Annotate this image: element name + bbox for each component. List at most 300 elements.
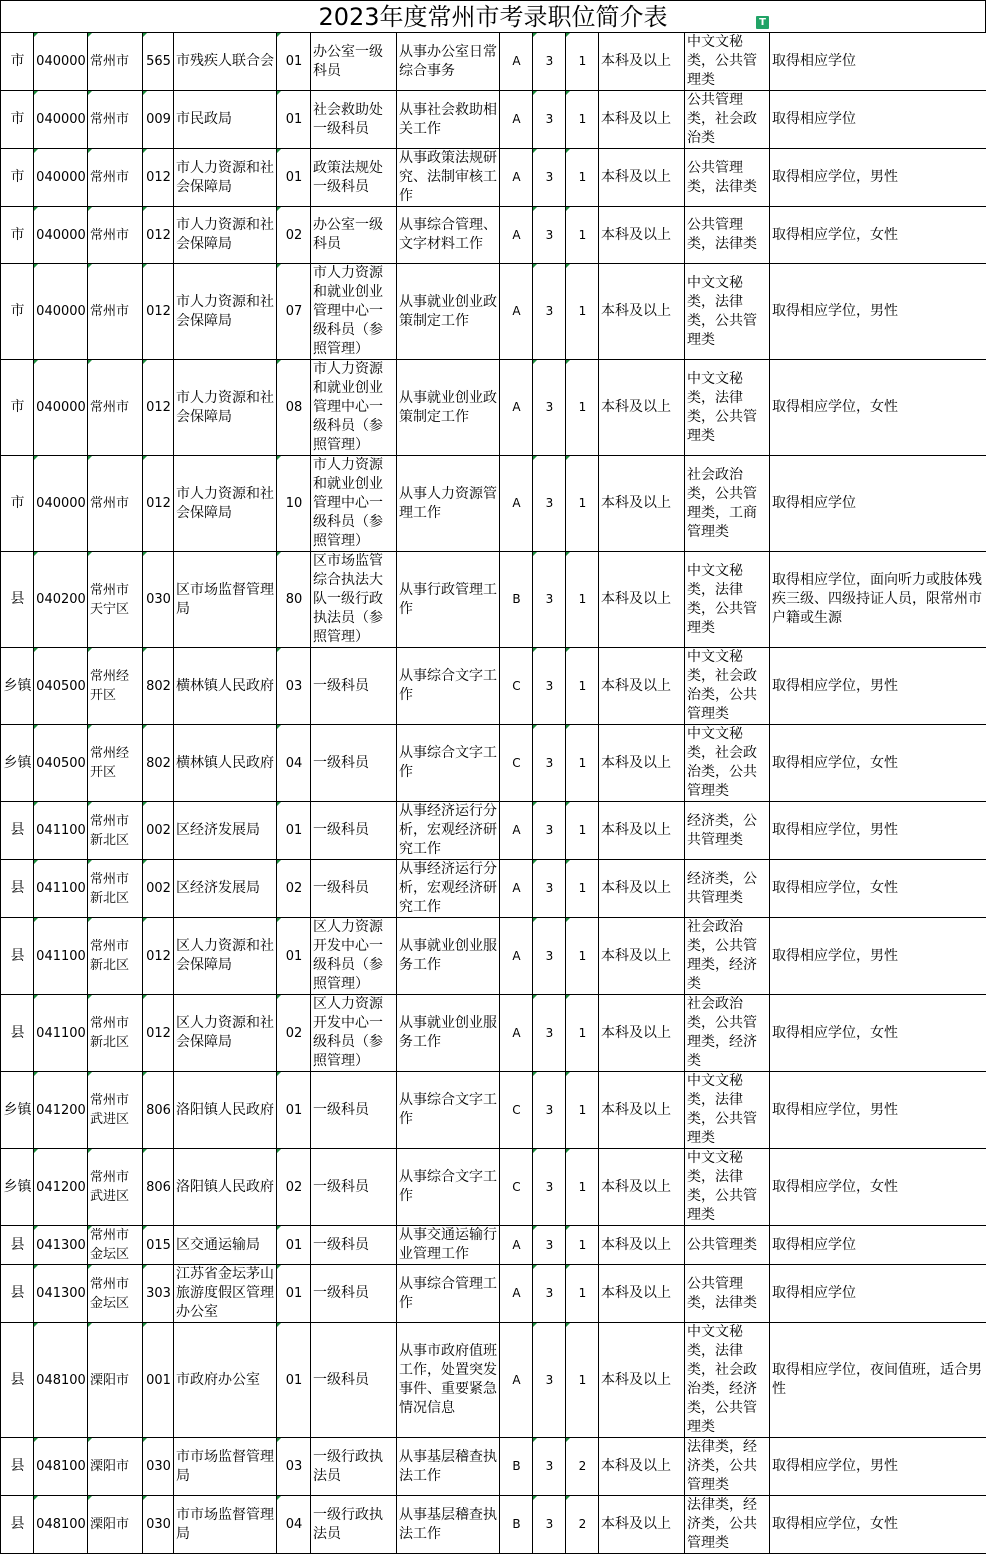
cell-dept[interactable]: 市市场监督管理局 <box>174 1496 277 1554</box>
cell-code[interactable]: 040000 <box>34 264 88 360</box>
cell-cat[interactable]: C <box>500 1149 533 1226</box>
cell-ratio[interactable]: 3 <box>533 360 566 456</box>
cell-duty[interactable]: 从事经济运行分析，宏观经济研究工作 <box>397 802 500 860</box>
cell-duty[interactable]: 从事办公室日常综合事务 <box>397 33 500 91</box>
cell-pos-code[interactable]: 02 <box>277 207 311 264</box>
cell-major[interactable]: 中文文秘类，法律类，公共管理类 <box>685 1149 770 1226</box>
cell-edu[interactable]: 本科及以上 <box>599 149 685 207</box>
cell-major[interactable]: 社会政治类，公共管理类，经济类 <box>685 918 770 995</box>
cell-major[interactable]: 中文文秘类，社会政治类，公共管理类 <box>685 725 770 802</box>
cell-duty[interactable]: 从事综合文字工作 <box>397 648 500 725</box>
cell-level[interactable]: 县 <box>1 860 34 918</box>
cell-edu[interactable]: 本科及以上 <box>599 91 685 149</box>
cell-num[interactable]: 1 <box>566 1072 599 1149</box>
cell-other[interactable]: 取得相应学位 <box>770 1265 986 1323</box>
cell-edu[interactable]: 本科及以上 <box>599 860 685 918</box>
cell-pos[interactable]: 社会救助处一级科员 <box>311 91 397 149</box>
cell-area[interactable]: 常州市武进区 <box>88 1072 143 1149</box>
cell-ratio[interactable]: 3 <box>533 1323 566 1438</box>
cell-duty[interactable]: 从事综合文字工作 <box>397 1149 500 1226</box>
table-row <box>1 1438 986 1496</box>
cell-code[interactable]: 040000 <box>34 207 88 264</box>
cell-num[interactable]: 1 <box>566 995 599 1072</box>
cell-num[interactable]: 1 <box>566 802 599 860</box>
cell-pos[interactable]: 市人力资源和就业创业管理中心一级科员（参照管理） <box>311 264 397 360</box>
cell-dept[interactable]: 区人力资源和社会保障局 <box>174 995 277 1072</box>
cell-major[interactable]: 中文文秘类，公共管理类 <box>685 33 770 91</box>
cell-pos[interactable]: 一级科员 <box>311 1265 397 1323</box>
cell-ratio[interactable]: 3 <box>533 149 566 207</box>
cell-dept-code[interactable]: 802 <box>143 725 174 802</box>
cell-cat[interactable]: C <box>500 725 533 802</box>
cell-dept-code[interactable]: 030 <box>143 552 174 648</box>
cell-pos-code[interactable]: 03 <box>277 1438 311 1496</box>
cell-other[interactable]: 取得相应学位，男性 <box>770 648 986 725</box>
cell-level[interactable]: 县 <box>1 918 34 995</box>
cell-dept[interactable]: 横林镇人民政府 <box>174 648 277 725</box>
cell-duty[interactable]: 从事基层稽查执法工作 <box>397 1496 500 1554</box>
cell-major[interactable]: 中文文秘类，法律类，公共管理类 <box>685 360 770 456</box>
cell-other[interactable]: 取得相应学位 <box>770 91 986 149</box>
cell-dept[interactable]: 市人力资源和社会保障局 <box>174 264 277 360</box>
cell-cat[interactable]: A <box>500 207 533 264</box>
cell-area[interactable]: 常州市新北区 <box>88 860 143 918</box>
cell-dept-code[interactable]: 565 <box>143 33 174 91</box>
cell-pos-code[interactable]: 80 <box>277 552 311 648</box>
cell-area[interactable]: 常州市 <box>88 207 143 264</box>
cell-code[interactable]: 048100 <box>34 1496 88 1554</box>
cell-edu[interactable]: 本科及以上 <box>599 552 685 648</box>
cell-duty[interactable]: 从事就业创业政策制定工作 <box>397 360 500 456</box>
cell-cat[interactable]: A <box>500 918 533 995</box>
cell-code[interactable]: 040000 <box>34 456 88 552</box>
cell-dept-code[interactable]: 012 <box>143 995 174 1072</box>
cell-area[interactable]: 溧阳市 <box>88 1323 143 1438</box>
cell-code[interactable]: 041100 <box>34 918 88 995</box>
cell-dept-code[interactable]: 001 <box>143 1323 174 1438</box>
cell-duty[interactable]: 从事市政府值班工作，处置突发事件、重要紧急情况信息 <box>397 1323 500 1438</box>
cell-dept[interactable]: 市政府办公室 <box>174 1323 277 1438</box>
cell-ratio[interactable]: 3 <box>533 1265 566 1323</box>
cell-other[interactable]: 取得相应学位 <box>770 33 986 91</box>
cell-level[interactable]: 市 <box>1 207 34 264</box>
cell-area[interactable]: 常州市 <box>88 456 143 552</box>
cell-level[interactable]: 市 <box>1 33 34 91</box>
cell-edu[interactable]: 本科及以上 <box>599 1072 685 1149</box>
cell-ratio[interactable]: 3 <box>533 860 566 918</box>
cell-cat[interactable]: A <box>500 1265 533 1323</box>
cell-level[interactable]: 县 <box>1 1323 34 1438</box>
cell-dept-code[interactable]: 012 <box>143 918 174 995</box>
cell-ratio[interactable]: 3 <box>533 552 566 648</box>
cell-cat[interactable]: A <box>500 1323 533 1438</box>
cell-major[interactable]: 中文文秘类，法律类，公共管理类 <box>685 264 770 360</box>
cell-area[interactable]: 常州市 <box>88 33 143 91</box>
cell-edu[interactable]: 本科及以上 <box>599 33 685 91</box>
cell-num[interactable]: 1 <box>566 725 599 802</box>
cell-pos-code[interactable]: 01 <box>277 1265 311 1323</box>
table-row <box>1 1226 986 1265</box>
cell-pos-code[interactable]: 04 <box>277 1496 311 1554</box>
cell-dept[interactable]: 市民政局 <box>174 91 277 149</box>
cell-major[interactable]: 社会政治类，公共管理类，工商管理类 <box>685 456 770 552</box>
cell-dept-code[interactable]: 030 <box>143 1496 174 1554</box>
cell-code[interactable]: 040500 <box>34 725 88 802</box>
cell-dept[interactable]: 市残疾人联合会 <box>174 33 277 91</box>
cell-duty[interactable]: 从事交通运输行业管理工作 <box>397 1226 500 1265</box>
cell-dept-code[interactable]: 002 <box>143 802 174 860</box>
cell-edu[interactable]: 本科及以上 <box>599 995 685 1072</box>
cell-duty[interactable]: 从事就业创业服务工作 <box>397 995 500 1072</box>
cell-pos-code[interactable]: 02 <box>277 995 311 1072</box>
cell-level[interactable]: 乡镇 <box>1 1072 34 1149</box>
cell-level[interactable]: 县 <box>1 1496 34 1554</box>
cell-other[interactable]: 取得相应学位，女性 <box>770 725 986 802</box>
cell-dept[interactable]: 市市场监督管理局 <box>174 1438 277 1496</box>
cell-area[interactable]: 溧阳市 <box>88 1438 143 1496</box>
cell-dept-code[interactable]: 806 <box>143 1149 174 1226</box>
cell-level[interactable]: 市 <box>1 456 34 552</box>
cell-ratio[interactable]: 3 <box>533 918 566 995</box>
cell-ratio[interactable]: 3 <box>533 1149 566 1226</box>
cell-num[interactable]: 2 <box>566 1438 599 1496</box>
cell-edu[interactable]: 本科及以上 <box>599 264 685 360</box>
cell-major[interactable]: 中文文秘类，社会政治类，公共管理类 <box>685 648 770 725</box>
cell-pos-code[interactable]: 02 <box>277 1149 311 1226</box>
cell-cat[interactable]: C <box>500 1072 533 1149</box>
cell-dept-code[interactable]: 012 <box>143 264 174 360</box>
cell-code[interactable]: 040000 <box>34 33 88 91</box>
cell-duty[interactable]: 从事行政管理工作 <box>397 552 500 648</box>
cell-dept-code[interactable]: 806 <box>143 1072 174 1149</box>
cell-other[interactable]: 取得相应学位，男性 <box>770 1072 986 1149</box>
cell-other[interactable]: 取得相应学位，夜间值班，适合男性 <box>770 1323 986 1438</box>
cell-cat[interactable]: A <box>500 802 533 860</box>
table-row <box>1 91 986 149</box>
table-row <box>1 860 986 918</box>
cell-other[interactable]: 取得相应学位，男性 <box>770 802 986 860</box>
cell-pos[interactable]: 一级科员 <box>311 648 397 725</box>
cell-ratio[interactable]: 3 <box>533 1226 566 1265</box>
cell-level[interactable]: 乡镇 <box>1 1149 34 1226</box>
cell-duty[interactable]: 从事经济运行分析，宏观经济研究工作 <box>397 860 500 918</box>
cell-code[interactable]: 048100 <box>34 1438 88 1496</box>
cell-pos[interactable]: 一级科员 <box>311 860 397 918</box>
cell-cat[interactable]: A <box>500 33 533 91</box>
cell-level[interactable]: 县 <box>1 802 34 860</box>
cell-edu[interactable]: 本科及以上 <box>599 1226 685 1265</box>
cell-code[interactable]: 048100 <box>34 1323 88 1438</box>
cell-edu[interactable]: 本科及以上 <box>599 456 685 552</box>
cell-cat[interactable]: C <box>500 648 533 725</box>
cell-duty[interactable]: 从事综合管理工作 <box>397 1265 500 1323</box>
cell-pos-code[interactable]: 02 <box>277 860 311 918</box>
cell-code[interactable]: 041100 <box>34 860 88 918</box>
cell-level[interactable]: 乡镇 <box>1 648 34 725</box>
cell-pos[interactable]: 区市场监管综合执法大队一级行政执法员（参照管理） <box>311 552 397 648</box>
cell-other[interactable]: 取得相应学位 <box>770 456 986 552</box>
cell-dept[interactable]: 横林镇人民政府 <box>174 725 277 802</box>
cell-pos-code[interactable]: 01 <box>277 149 311 207</box>
cell-code[interactable]: 041200 <box>34 1149 88 1226</box>
cell-dept[interactable]: 市人力资源和社会保障局 <box>174 207 277 264</box>
cell-pos-code[interactable]: 01 <box>277 91 311 149</box>
cell-pos-code[interactable]: 10 <box>277 456 311 552</box>
cell-major[interactable]: 公共管理类，法律类 <box>685 207 770 264</box>
cell-pos[interactable]: 一级科员 <box>311 802 397 860</box>
cell-edu[interactable]: 本科及以上 <box>599 1496 685 1554</box>
cell-dept[interactable]: 市人力资源和社会保障局 <box>174 360 277 456</box>
cell-pos-code[interactable]: 07 <box>277 264 311 360</box>
cell-pos-code[interactable]: 08 <box>277 360 311 456</box>
cell-pos[interactable]: 政策法规处一级科员 <box>311 149 397 207</box>
cell-cat[interactable]: A <box>500 456 533 552</box>
cell-edu[interactable]: 本科及以上 <box>599 1265 685 1323</box>
cell-area[interactable]: 常州市天宁区 <box>88 552 143 648</box>
cell-duty[interactable]: 从事就业创业服务工作 <box>397 918 500 995</box>
cell-area[interactable]: 常州市 <box>88 149 143 207</box>
cell-num[interactable]: 1 <box>566 264 599 360</box>
cell-pos[interactable]: 一级行政执法员 <box>311 1496 397 1554</box>
cell-code[interactable]: 041200 <box>34 1072 88 1149</box>
cell-other[interactable]: 取得相应学位，女性 <box>770 1149 986 1226</box>
cell-major[interactable]: 法律类，经济类，公共管理类 <box>685 1496 770 1554</box>
cell-edu[interactable]: 本科及以上 <box>599 1149 685 1226</box>
cell-major[interactable]: 中文文秘类，法律类，社会政治类，经济类，公共管理类 <box>685 1323 770 1438</box>
cell-pos-code[interactable]: 03 <box>277 648 311 725</box>
cell-ratio[interactable]: 3 <box>533 456 566 552</box>
cell-level[interactable]: 县 <box>1 552 34 648</box>
cell-num[interactable]: 1 <box>566 1149 599 1226</box>
cell-cat[interactable]: A <box>500 149 533 207</box>
cell-other[interactable]: 取得相应学位，男性 <box>770 264 986 360</box>
cell-area[interactable]: 常州市 <box>88 91 143 149</box>
cell-edu[interactable]: 本科及以上 <box>599 207 685 264</box>
cell-major[interactable]: 中文文秘类，法律类，公共管理类 <box>685 552 770 648</box>
cell-area[interactable]: 常州市 <box>88 264 143 360</box>
cell-level[interactable]: 县 <box>1 1226 34 1265</box>
cell-ratio[interactable]: 3 <box>533 725 566 802</box>
cell-edu[interactable]: 本科及以上 <box>599 648 685 725</box>
cell-code[interactable]: 041300 <box>34 1265 88 1323</box>
cell-cat[interactable]: B <box>500 1438 533 1496</box>
cell-level[interactable]: 市 <box>1 91 34 149</box>
cell-pos[interactable]: 办公室一级科员 <box>311 207 397 264</box>
cell-pos-code[interactable]: 01 <box>277 33 311 91</box>
cell-code[interactable]: 040000 <box>34 91 88 149</box>
cell-level[interactable]: 县 <box>1 1438 34 1496</box>
cell-major[interactable]: 经济类，公共管理类 <box>685 802 770 860</box>
cell-other[interactable]: 取得相应学位，女性 <box>770 360 986 456</box>
cell-dept-code[interactable]: 012 <box>143 207 174 264</box>
cell-dept-code[interactable]: 012 <box>143 149 174 207</box>
cell-edu[interactable]: 本科及以上 <box>599 725 685 802</box>
cell-major[interactable]: 公共管理类，社会政治类 <box>685 91 770 149</box>
cell-code[interactable]: 040000 <box>34 360 88 456</box>
cell-ratio[interactable]: 3 <box>533 1496 566 1554</box>
cell-edu[interactable]: 本科及以上 <box>599 802 685 860</box>
cell-duty[interactable]: 从事基层稽查执法工作 <box>397 1438 500 1496</box>
cell-code[interactable]: 041300 <box>34 1226 88 1265</box>
cell-ratio[interactable]: 3 <box>533 995 566 1072</box>
cell-num[interactable]: 2 <box>566 1496 599 1554</box>
cell-code[interactable]: 040500 <box>34 648 88 725</box>
cell-major[interactable]: 经济类，公共管理类 <box>685 860 770 918</box>
cell-duty[interactable]: 从事政策法规研究、法制审核工作 <box>397 149 500 207</box>
cell-other[interactable]: 取得相应学位，面向听力或肢体残疾三级、四级持证人员，限常州市户籍或生源 <box>770 552 986 648</box>
cell-code[interactable]: 040200 <box>34 552 88 648</box>
cell-area[interactable]: 常州市 <box>88 360 143 456</box>
cell-pos[interactable]: 一级科员 <box>311 1149 397 1226</box>
cell-other[interactable]: 取得相应学位 <box>770 1226 986 1265</box>
cell-other[interactable]: 取得相应学位，男性 <box>770 1438 986 1496</box>
cell-pos[interactable]: 一级科员 <box>311 725 397 802</box>
cell-ratio[interactable]: 3 <box>533 264 566 360</box>
cell-dept[interactable]: 洛阳镇人民政府 <box>174 1072 277 1149</box>
cell-pos[interactable]: 办公室一级科员 <box>311 33 397 91</box>
cell-edu[interactable]: 本科及以上 <box>599 918 685 995</box>
cell-cat[interactable]: A <box>500 91 533 149</box>
cell-pos-code[interactable]: 01 <box>277 1072 311 1149</box>
cell-other[interactable]: 取得相应学位，男性 <box>770 149 986 207</box>
cell-dept[interactable]: 洛阳镇人民政府 <box>174 1149 277 1226</box>
cell-dept-code[interactable]: 030 <box>143 1438 174 1496</box>
cell-num[interactable]: 1 <box>566 207 599 264</box>
cell-num[interactable]: 1 <box>566 91 599 149</box>
cell-dept-code[interactable]: 012 <box>143 456 174 552</box>
cell-pos-code[interactable]: 04 <box>277 725 311 802</box>
cell-num[interactable]: 1 <box>566 552 599 648</box>
cell-code[interactable]: 041100 <box>34 995 88 1072</box>
cell-major[interactable]: 法律类，经济类，公共管理类 <box>685 1438 770 1496</box>
cell-dept-code[interactable]: 002 <box>143 860 174 918</box>
cell-level[interactable]: 县 <box>1 995 34 1072</box>
cell-duty[interactable]: 从事人力资源管理工作 <box>397 456 500 552</box>
cell-dept[interactable]: 市人力资源和社会保障局 <box>174 149 277 207</box>
cell-pos[interactable]: 区人力资源开发中心一级科员（参照管理） <box>311 918 397 995</box>
cell-num[interactable]: 1 <box>566 1226 599 1265</box>
cell-pos-code[interactable]: 01 <box>277 1226 311 1265</box>
cell-duty[interactable]: 从事综合管理、文字材料工作 <box>397 207 500 264</box>
cell-num[interactable]: 1 <box>566 648 599 725</box>
cell-code[interactable]: 041100 <box>34 802 88 860</box>
cell-ratio[interactable]: 3 <box>533 33 566 91</box>
cell-dept[interactable]: 区人力资源和社会保障局 <box>174 918 277 995</box>
cell-cat[interactable]: A <box>500 360 533 456</box>
cell-level[interactable]: 市 <box>1 264 34 360</box>
cell-area[interactable]: 常州市新北区 <box>88 995 143 1072</box>
cell-level[interactable]: 市 <box>1 360 34 456</box>
cell-pos[interactable]: 市人力资源和就业创业管理中心一级科员（参照管理） <box>311 456 397 552</box>
cell-num[interactable]: 1 <box>566 860 599 918</box>
cell-edu[interactable]: 本科及以上 <box>599 1323 685 1438</box>
cell-area[interactable]: 常州市金坛区 <box>88 1265 143 1323</box>
cell-edu[interactable]: 本科及以上 <box>599 1438 685 1496</box>
cell-dept[interactable]: 区市场监督管理局 <box>174 552 277 648</box>
cell-num[interactable]: 1 <box>566 918 599 995</box>
cell-major[interactable]: 公共管理类，法律类 <box>685 149 770 207</box>
cell-cat[interactable]: A <box>500 1226 533 1265</box>
cell-area[interactable]: 常州市新北区 <box>88 802 143 860</box>
cell-num[interactable]: 1 <box>566 1323 599 1438</box>
text-format-flag-icon[interactable]: T <box>756 16 769 29</box>
cell-pos-code[interactable]: 01 <box>277 1323 311 1438</box>
cell-cat[interactable]: B <box>500 552 533 648</box>
cell-num[interactable]: 1 <box>566 149 599 207</box>
cell-area[interactable]: 常州经开区 <box>88 725 143 802</box>
cell-other[interactable]: 取得相应学位，女性 <box>770 995 986 1072</box>
cell-num[interactable]: 1 <box>566 33 599 91</box>
cell-pos-code[interactable]: 01 <box>277 802 311 860</box>
cell-ratio[interactable]: 3 <box>533 802 566 860</box>
cell-ratio[interactable]: 3 <box>533 1072 566 1149</box>
table-row <box>1 149 986 207</box>
cell-other[interactable]: 取得相应学位，女性 <box>770 860 986 918</box>
cell-level[interactable]: 县 <box>1 1265 34 1323</box>
cell-cat[interactable]: A <box>500 264 533 360</box>
cell-area[interactable]: 溧阳市 <box>88 1496 143 1554</box>
cell-pos[interactable]: 市人力资源和就业创业管理中心一级科员（参照管理） <box>311 360 397 456</box>
cell-num[interactable]: 1 <box>566 1265 599 1323</box>
cell-other[interactable]: 取得相应学位，女性 <box>770 207 986 264</box>
cell-area[interactable]: 常州经开区 <box>88 648 143 725</box>
cell-dept[interactable]: 市人力资源和社会保障局 <box>174 456 277 552</box>
cell-level[interactable]: 市 <box>1 149 34 207</box>
cell-major[interactable]: 中文文秘类，法律类，公共管理类 <box>685 1072 770 1149</box>
cell-ratio[interactable]: 3 <box>533 207 566 264</box>
cell-dept[interactable]: 江苏省金坛茅山旅游度假区管理办公室 <box>174 1265 277 1323</box>
cell-major[interactable]: 社会政治类，公共管理类，经济类 <box>685 995 770 1072</box>
cell-major[interactable]: 公共管理类 <box>685 1226 770 1265</box>
cell-dept-code[interactable]: 802 <box>143 648 174 725</box>
cell-duty[interactable]: 从事社会救助相关工作 <box>397 91 500 149</box>
cell-pos[interactable]: 一级行政执法员 <box>311 1438 397 1496</box>
cell-cat[interactable]: A <box>500 860 533 918</box>
cell-ratio[interactable]: 3 <box>533 91 566 149</box>
cell-pos[interactable]: 区人力资源开发中心一级科员（参照管理） <box>311 995 397 1072</box>
cell-dept[interactable]: 区经济发展局 <box>174 860 277 918</box>
cell-num[interactable]: 1 <box>566 456 599 552</box>
cell-edu[interactable]: 本科及以上 <box>599 360 685 456</box>
cell-pos[interactable]: 一级科员 <box>311 1072 397 1149</box>
cell-dept[interactable]: 区交通运输局 <box>174 1226 277 1265</box>
cell-dept-code[interactable]: 012 <box>143 360 174 456</box>
cell-level[interactable]: 乡镇 <box>1 725 34 802</box>
cell-duty[interactable]: 从事就业创业政策制定工作 <box>397 264 500 360</box>
cell-major[interactable]: 公共管理类，法律类 <box>685 1265 770 1323</box>
cell-pos[interactable]: 一级科员 <box>311 1226 397 1265</box>
cell-cat[interactable]: B <box>500 1496 533 1554</box>
cell-dept[interactable]: 区经济发展局 <box>174 802 277 860</box>
cell-code[interactable]: 040000 <box>34 149 88 207</box>
cell-ratio[interactable]: 3 <box>533 648 566 725</box>
cell-duty[interactable]: 从事综合文字工作 <box>397 725 500 802</box>
cell-pos[interactable]: 一级科员 <box>311 1323 397 1438</box>
cell-ratio[interactable]: 3 <box>533 1438 566 1496</box>
cell-cat[interactable]: A <box>500 995 533 1072</box>
cell-num[interactable]: 1 <box>566 360 599 456</box>
cell-area[interactable]: 常州市金坛区 <box>88 1226 143 1265</box>
cell-dept-code[interactable]: 009 <box>143 91 174 149</box>
cell-dept-code[interactable]: 015 <box>143 1226 174 1265</box>
cell-area[interactable]: 常州市武进区 <box>88 1149 143 1226</box>
cell-other[interactable]: 取得相应学位，女性 <box>770 1496 986 1554</box>
cell-area[interactable]: 常州市新北区 <box>88 918 143 995</box>
cell-other[interactable]: 取得相应学位，男性 <box>770 918 986 995</box>
cell-pos-code[interactable]: 01 <box>277 918 311 995</box>
cell-duty[interactable]: 从事综合文字工作 <box>397 1072 500 1149</box>
cell-dept-code[interactable]: 303 <box>143 1265 174 1323</box>
